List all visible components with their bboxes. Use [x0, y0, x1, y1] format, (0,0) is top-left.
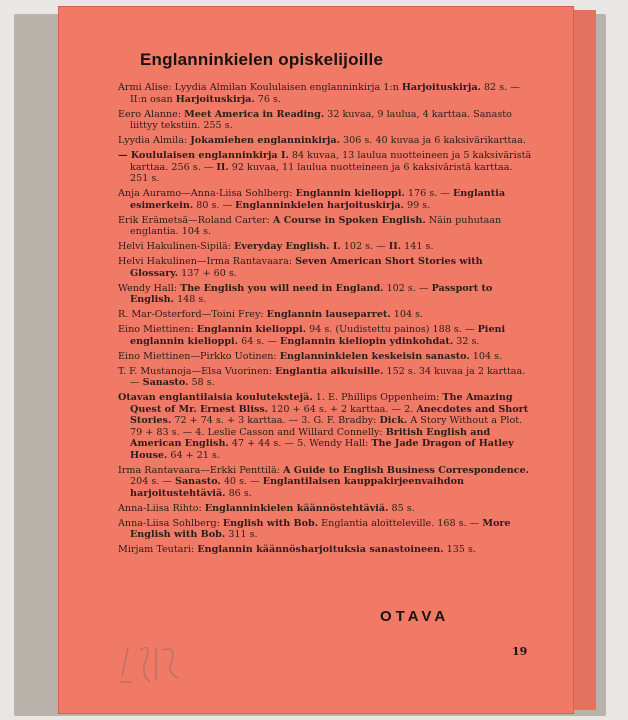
entry-text: Irma Rantavaara—Erkki Penttilä: [118, 464, 283, 476]
book-title: Sanasto. [142, 377, 189, 388]
book-title: More English with Bob. [130, 517, 511, 540]
book-title: British English and American English. [130, 426, 491, 449]
entry-text: 82 s. — II:n osan [130, 82, 520, 105]
book-title: Passport to English. [130, 282, 493, 305]
entry-text: Lyydia Almila: [118, 135, 191, 146]
entry-text: 40 s. — [220, 476, 263, 487]
entry-text: 120 + 64 s. + 2 karttaa. — 2. [268, 403, 417, 415]
entry-text: T. F. Mustanoja—Elsa Vuorinen: [118, 365, 276, 377]
entry-text: 94 s. (Uudistettu painos) 188 s. — [306, 324, 478, 335]
entry-text: Englantia aloitteleville. 168 s. — [318, 517, 483, 529]
entry-text: 64 s. — [238, 335, 281, 347]
book-title: Harjoituskirja. [175, 93, 255, 105]
entry-text: Eero Alanne: [118, 108, 185, 120]
book-title: Englantilaisen kauppakirjeenvaihdon harjoitustehtäviä. [130, 476, 464, 499]
list-item [118, 241, 532, 253]
entry-text: Mirjam Teutari: [118, 544, 198, 555]
book-title: II. [216, 161, 229, 173]
list-item [118, 518, 532, 541]
entry-text: 311 s. [225, 529, 258, 540]
list-item [118, 109, 532, 132]
book-title: Englanninkielen keskeisin sanasto. [279, 350, 470, 362]
entry-text: 64 + 21 s. [167, 449, 220, 461]
entry-text: 92 kuvaa, 11 laulua nuotteineen ja 6 kaksiväristä karttaa. 251 s. [130, 161, 513, 184]
entry-text: 137 + 60 s. [178, 267, 237, 279]
list-item [118, 324, 532, 347]
list-item [118, 256, 532, 279]
book-title: Englantia esimerkein. [130, 188, 506, 211]
book-title: Englannin kieliopin ydinkohdat. [280, 335, 454, 347]
entry-text: 32 s. [453, 335, 480, 347]
entry-text: Erik Erämetsä—Roland Carter: [118, 214, 273, 226]
book-title: Everyday English. I. [234, 241, 341, 252]
entry-text: Helvi Hakulinen—Irma Rantavaara: [118, 256, 296, 267]
cover-heading: Englanninkielen opiskelijoille [140, 50, 384, 69]
entry-text: 72 + 74 s. + 3 karttaa. — 3. G. F. Bradby: [171, 415, 380, 426]
book-title: Englanninkielen käännöstehtäviä. [204, 502, 389, 514]
book-title: II. [388, 241, 402, 252]
entry-text: Anna-Liisa Rihto: [118, 502, 205, 514]
list-item [118, 283, 532, 306]
book-title: Englannin käännösharjoituksia sanastoineen. [197, 544, 444, 555]
entry-text: 141 s. [401, 241, 434, 252]
book-title: The Jade Dragon of Hatley House. [130, 438, 514, 461]
entry-text: 306 s. 40 kuvaa ja 6 kaksivärikarttaa. [339, 135, 526, 146]
entry-text: 176 s. — [404, 188, 453, 199]
list-item [118, 351, 532, 363]
list-item [118, 215, 532, 238]
list-item [118, 135, 532, 147]
list-item [118, 465, 532, 500]
entry-text: 135 s. [443, 544, 476, 555]
book-spine-edge [574, 10, 596, 710]
list-item [118, 392, 532, 461]
list-item [118, 309, 532, 321]
book-title: Anecdotes and Short Stories. [130, 403, 529, 426]
entry-text: 99 s. [403, 199, 431, 211]
book-title: Otavan englantilaisia koulutekstejä. [118, 392, 313, 403]
entry-text: 32 kuvaa, 9 laulua, 4 karttaa. Sanasto liittyy tekstiin. 255 s. [130, 108, 512, 131]
book-title: The Amazing Quest of Mr. Ernest Bliss. [130, 392, 513, 415]
entry-text: 104 s. [390, 309, 424, 320]
book-title: Pieni englannin kielioppi. [130, 324, 506, 347]
book-title: A Course in Spoken English. [272, 214, 426, 226]
entry-text: 86 s. [225, 487, 252, 499]
entry-text: 102 s. — [340, 241, 389, 252]
list-item [118, 150, 532, 185]
entry-text: 58 s. [188, 377, 215, 388]
list-item [118, 366, 532, 389]
entry-text: Helvi Hakulinen-Sipilä: [118, 241, 235, 252]
entry-text: 204 s. — [130, 476, 176, 487]
book-title: Englanninkielen harjoituskirja. [235, 199, 404, 211]
book-title: The English you will need in England. [180, 282, 384, 294]
entry-text: Anja Auramo—Anna-Liisa Sohlberg: [118, 188, 296, 199]
handwritten-price-mark [116, 638, 186, 692]
entry-text: Näin puhutaan englantia. 104 s. [130, 214, 502, 237]
entry-text: 1. E. Phillips Oppenheim: [312, 392, 443, 403]
entry-text: 84 kuvaa, 13 laulua nuotteineen ja 5 kaksiväristä karttaa. 256 s. — [130, 150, 532, 173]
entry-text: Anna-Liisa Sohlberg: [118, 517, 223, 529]
entry-text: Eino Miettinen—Pirkko Uotinen: [118, 350, 280, 362]
book-title: Seven American Short Stories with Glossary. [130, 256, 483, 279]
entry-text: 102 s. — [383, 282, 432, 294]
book-title: A Guide to English Business Correspondence. [282, 464, 530, 476]
entry-text: 47 + 44 s. — 5. Wendy Hall: [228, 438, 372, 449]
entry-text: Wendy Hall: [118, 282, 181, 294]
book-title: Dick. [379, 415, 408, 426]
entry-text: 76 s. [254, 93, 282, 105]
entry-text: Eino Miettinen: [118, 324, 197, 335]
book-title: English with Bob. [222, 517, 319, 529]
book-title: Meet America in Reading. [184, 108, 325, 120]
entry-text: 80 s. — [193, 199, 236, 211]
book-list [118, 82, 532, 559]
entry-text: Armi Alise: Lyydia Almilan Koululaisen englanninkirja 1:n [118, 82, 402, 93]
book-title: Sanasto. [175, 476, 221, 487]
page-number: 19 [512, 645, 528, 658]
entry-text: 148 s. [174, 294, 207, 305]
entry-text: 85 s. [388, 502, 415, 514]
list-item [118, 544, 532, 556]
entry-text: 104 s. [469, 350, 503, 362]
list-item [118, 82, 532, 105]
book-title: Harjoituskirja. [401, 82, 481, 93]
book-title: — Koululaisen englanninkirja I. [118, 150, 289, 161]
book-title: Englannin lauseparret. [266, 309, 391, 320]
entry-text: R. Mar-Osterford—Toini Frey: [118, 309, 267, 320]
book-title: Jokamiehen englanninkirja. [190, 135, 340, 146]
book-title: Englannin kielioppi. [295, 188, 405, 199]
entry-text: A Story Without a Plot. 79 + 83 s. — 4. Leslie Casson and Willard Connelly: [130, 415, 523, 438]
list-item [118, 188, 532, 211]
publisher-name: OTAVA [380, 608, 450, 625]
list-item [118, 503, 532, 515]
book-title: Englannin kielioppi. [196, 324, 307, 335]
book-title: Englantia aikuisille. [275, 365, 384, 377]
entry-text: 152 s. 34 kuvaa ja 2 karttaa. — [130, 365, 526, 388]
